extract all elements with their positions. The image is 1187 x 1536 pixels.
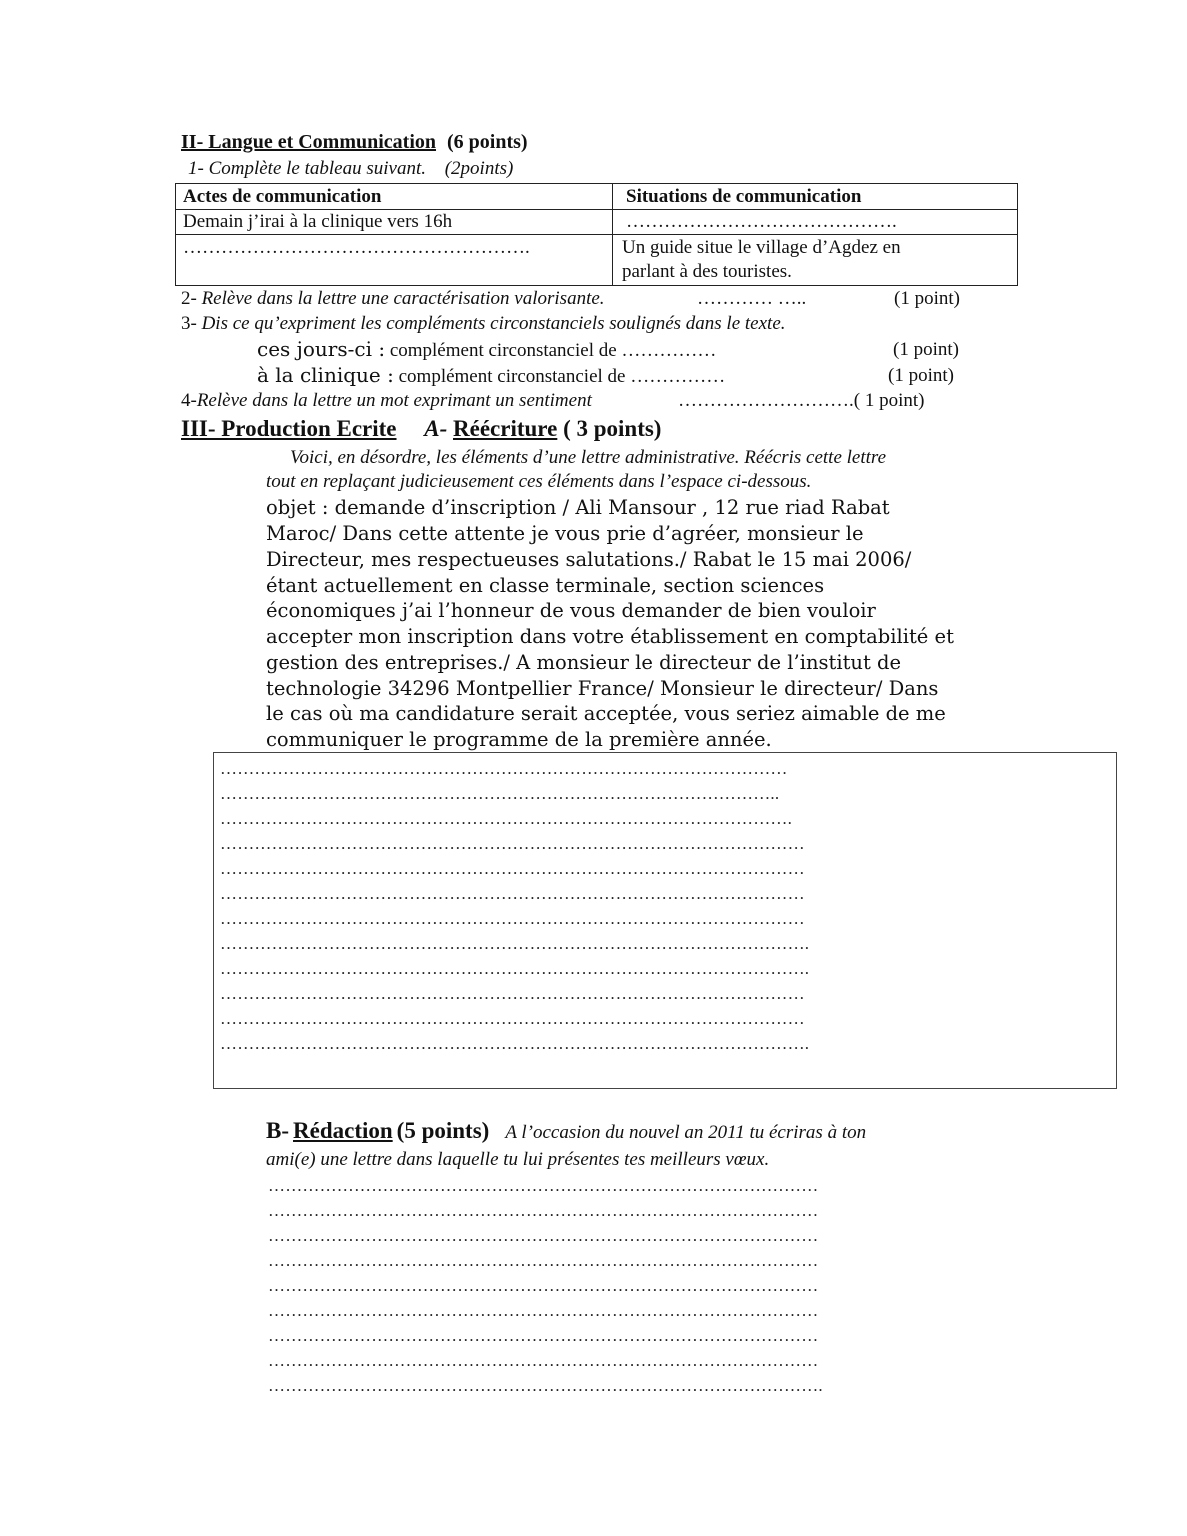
answer-line-a[interactable]: …………………………………………………………………………………………: [220, 984, 805, 1003]
question-3-text: Dis ce qu’expriment les compléments circonstanciels soulignés dans le texte.: [201, 313, 786, 334]
table-cell-situation-1: …………………………………….: [626, 211, 897, 232]
letter-line: étant actuellement en classe terminale, section sciences: [266, 574, 825, 597]
section-3-title: III- Production Ecrite: [181, 416, 397, 441]
part-a-instruction-line2: tout en replaçant judicieusement ces éléments dans l’espace ci-dessous.: [266, 471, 812, 492]
answer-line-a[interactable]: ………………………………………………………………………………………….: [220, 1034, 810, 1053]
answer-line-a[interactable]: …………………………………………………………………………………………: [220, 1009, 805, 1028]
part-b-title: Rédaction: [293, 1118, 393, 1143]
answer-line-a[interactable]: ……………………………………………………………………………………..: [220, 784, 780, 803]
answer-line-b[interactable]: ……………………………………………………………………………………: [268, 1201, 819, 1220]
part-b-heading: [266, 1118, 866, 1144]
part-a-instruction-line1: Voici, en désordre, les éléments d’une lettre administrative. Réécris cette lettre: [290, 447, 887, 468]
answer-line-a[interactable]: …………………………………………………………………………………………: [220, 859, 805, 878]
question-2-text: Relève dans la lettre une caractérisation valorisante.: [201, 288, 605, 309]
question-1-points: (2points): [444, 158, 514, 179]
question-4-dots-points: [678, 390, 924, 412]
question-4-number: 4-: [181, 390, 197, 411]
letter-line: Maroc/ Dans cette attente je vous prie d’agréer, monsieur le: [266, 522, 864, 545]
table-row-divider: [176, 234, 1017, 235]
answer-line-a[interactable]: ……………………………………………………………………………………….: [220, 809, 793, 828]
question-3b-phrase: à la clinique :: [257, 363, 394, 387]
question-4-points: ( 1 point): [853, 390, 925, 411]
letter-line: accepter mon inscription dans votre établissement en comptabilité et: [266, 625, 954, 648]
question-4: [181, 390, 592, 412]
part-b-letter: B-: [266, 1118, 289, 1143]
table-cell-situation-2-line2: parlant à des touristes.: [622, 261, 792, 282]
letter-line: technologie 34296 Montpellier France/ Monsieur le directeur/ Dans: [266, 677, 939, 700]
answer-line-a[interactable]: …………………………………………………………………………………………: [220, 884, 805, 903]
answer-line-b[interactable]: ……………………………………………………………………………………: [268, 1351, 819, 1370]
letter-line: objet : demande d’inscription / Ali Mansour , 12 rue riad Rabat: [266, 496, 890, 519]
question-2-number: 2-: [181, 288, 197, 309]
answer-line-b[interactable]: ……………………………………………………………………………………: [268, 1326, 819, 1345]
answer-line-b[interactable]: ……………………………………………………………………………………: [268, 1251, 819, 1270]
letter-line: économiques j’ai l’honneur de vous demander de bien vouloir: [266, 599, 876, 622]
section-2-heading: [181, 131, 528, 154]
answer-line-a[interactable]: ………………………………………………………………………………………….: [220, 934, 810, 953]
answer-line-b[interactable]: ……………………………………………………………………………………: [268, 1276, 819, 1295]
question-1-text: 1- Complète le tableau suivant.: [188, 158, 426, 179]
part-a-title: Réécriture: [453, 416, 558, 441]
part-a-letter: A-: [424, 416, 448, 441]
question-1: [188, 158, 513, 180]
table-header-situations: Situations de communication: [626, 186, 862, 207]
question-3a-phrase: ces jours-ci :: [257, 337, 386, 361]
question-2: [181, 288, 605, 310]
section-3-heading: [181, 416, 661, 442]
answer-line-b[interactable]: …………………………………………………………………………………….: [268, 1376, 823, 1395]
table-cell-situation-2-line1: Un guide situe le village d’Agdez en: [622, 237, 901, 258]
letter-line: gestion des entreprises./ A monsieur le directeur de l’institut de: [266, 651, 902, 674]
letter-line: Directeur, mes respectueuses salutations./ Rabat le 15 mai 2006/: [266, 548, 912, 571]
part-b-points: (5 points): [396, 1118, 490, 1143]
question-3b-text: complément circonstanciel de ……………: [398, 366, 726, 387]
table-header-actes: Actes de communication: [183, 186, 382, 207]
part-b-instruction-line1: A l’occasion du nouvel an 2011 tu écriras à ton: [505, 1122, 867, 1143]
communication-table: [175, 183, 1018, 286]
table-cell-acte-1: Demain j’irai à la clinique vers 16h: [183, 211, 453, 232]
answer-line-a[interactable]: …………………………………………………………………………………………: [220, 909, 805, 928]
question-3: [181, 313, 786, 335]
answer-line-a[interactable]: ………………………………………………………………………………………….: [220, 959, 810, 978]
letter-line: le cas où ma candidature serait acceptée, vous seriez aimable de me: [266, 702, 946, 725]
question-4-text: Relève dans la lettre un mot exprimant un sentiment: [196, 390, 592, 411]
question-2-points: (1 point): [894, 288, 960, 309]
question-4-dots: ……………………….: [678, 390, 854, 411]
question-3a-text: complément circonstanciel de ……………: [389, 340, 717, 361]
question-2-dots: ………… …..: [697, 288, 807, 309]
part-b-instruction-line2: ami(e) une lettre dans laquelle tu lui présentes tes meilleurs vœux.: [266, 1149, 770, 1170]
answer-line-a[interactable]: …………………………………………………………………………………………: [220, 834, 805, 853]
part-a-points: ( 3 points): [563, 416, 662, 441]
question-3a-points: (1 point): [893, 339, 959, 360]
question-3b-points: (1 point): [888, 365, 954, 386]
table-cell-acte-2: ……………………………………………….: [183, 237, 530, 258]
answer-line-b[interactable]: ……………………………………………………………………………………: [268, 1176, 819, 1195]
question-3b: [257, 363, 725, 388]
question-3-number: 3-: [181, 313, 197, 334]
letter-line: communiquer le programme de la première année.: [266, 728, 772, 751]
answer-line-a[interactable]: ………………………………………………………………………………………: [220, 759, 788, 778]
answer-line-b[interactable]: ……………………………………………………………………………………: [268, 1226, 819, 1245]
section-2-title: II- Langue et Communication: [181, 131, 437, 153]
section-2-points: (6 points): [447, 131, 528, 153]
question-3a: [257, 337, 716, 362]
answer-line-b[interactable]: ……………………………………………………………………………………: [268, 1301, 819, 1320]
